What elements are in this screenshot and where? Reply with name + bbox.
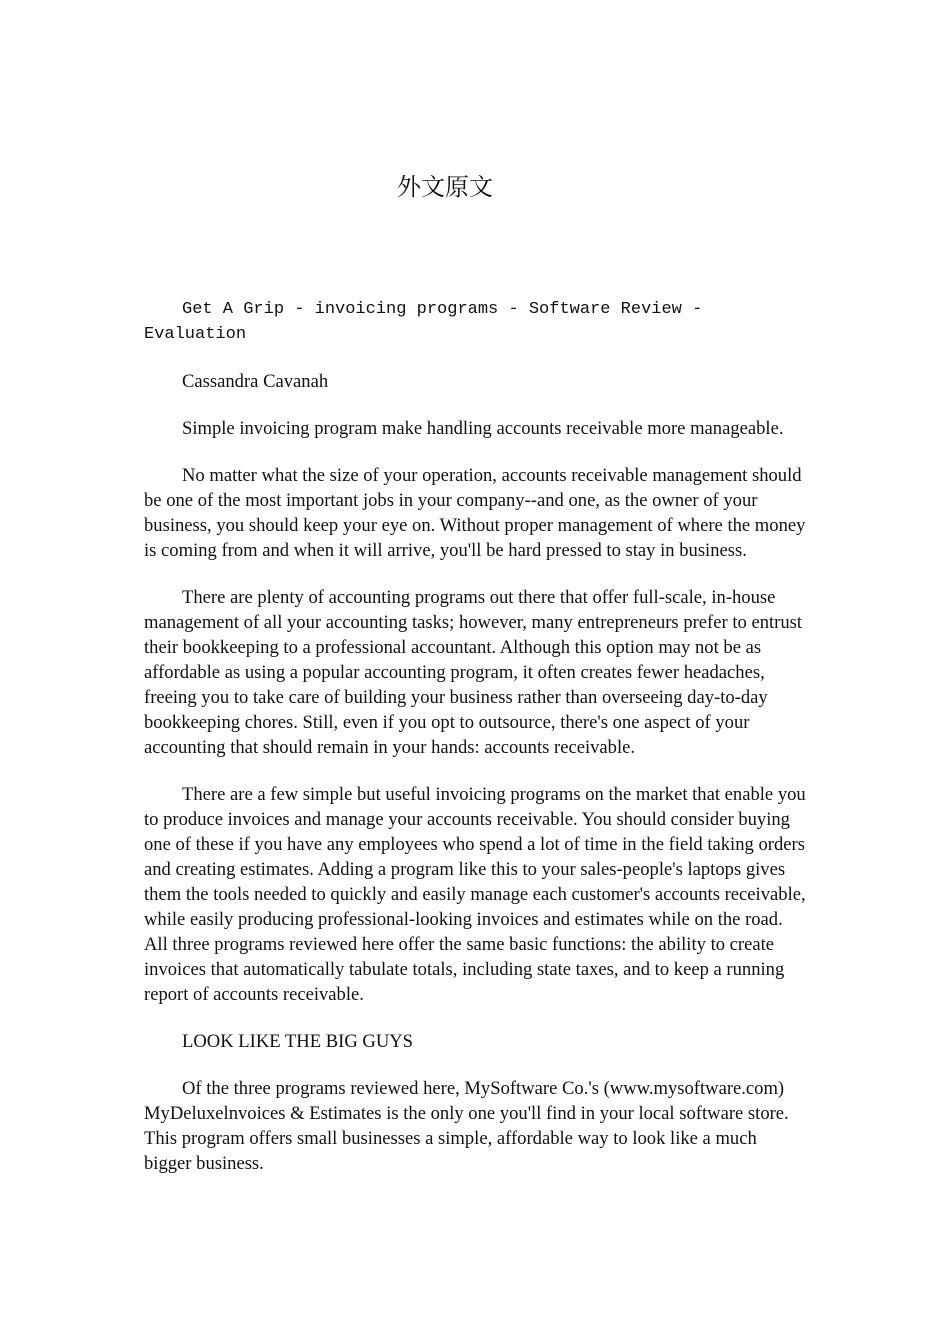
body-paragraph: There are plenty of accounting programs out there that offer full-scale, in-house management of all your accounting tasks; however, many entrepreneurs prefer to entrust their bookkeeping to a professional accountant. Although this option may not be as affordable as using a popular accounting program, it often creates fewer headaches, freeing you to take care of building your business rather than overseeing day-to-day bookkeeping chores. Still, even if you opt to outsource, there's one aspect of your accounting that should remain in your hands: accounts receivable. [144,587,803,758]
body-paragraph: There are a few simple but useful invoicing programs on the market that enable you to produce invoices and manage your accounts receivable. You should consider buying one of these if you have any employees who spend a lot of time in the field taking orders and creating estimates. Adding a program like this to your sales-people's laptops gives them the tools needed to quickly and easily manage each customer's accounts receivable, while easily producing professional-looking invoices and estimates while on the road. All three programs reviewed here offer the same basic functions: the ability to create invoices that automatically tabulate totals, including state taxes, and to keep a running report of accounts receivable. [144,784,806,1005]
article-title: Get A Grip - invoicing programs - Software Review - Evaluation [144,300,703,344]
body-paragraph: No matter what the size of your operation, accounts receivable management should be one of the most important jobs in your company--and one, as the owner of your business, you should keep your eye on. Without proper management of where the money is coming from and when it will arrive, you'll be hard pressed to stay in business. [144,465,806,561]
article-subtitle: Simple invoicing program make handling accounts receivable more manageable. [182,418,784,439]
article-body [144,297,808,1198]
article-author: Cassandra Cavanah [182,371,329,392]
document-title: 外文原文 [397,173,493,201]
body-paragraph: Of the three programs reviewed here, MySoftware Co.'s (www.mysoftware.com) MyDeluxelnvoices & Estimates is the only one you'll find in your local software store. This program offers small businesses a simple, affordable way to look like a much bigger business. [144,1078,789,1174]
section-heading: LOOK LIKE THE BIG GUYS [182,1031,414,1052]
